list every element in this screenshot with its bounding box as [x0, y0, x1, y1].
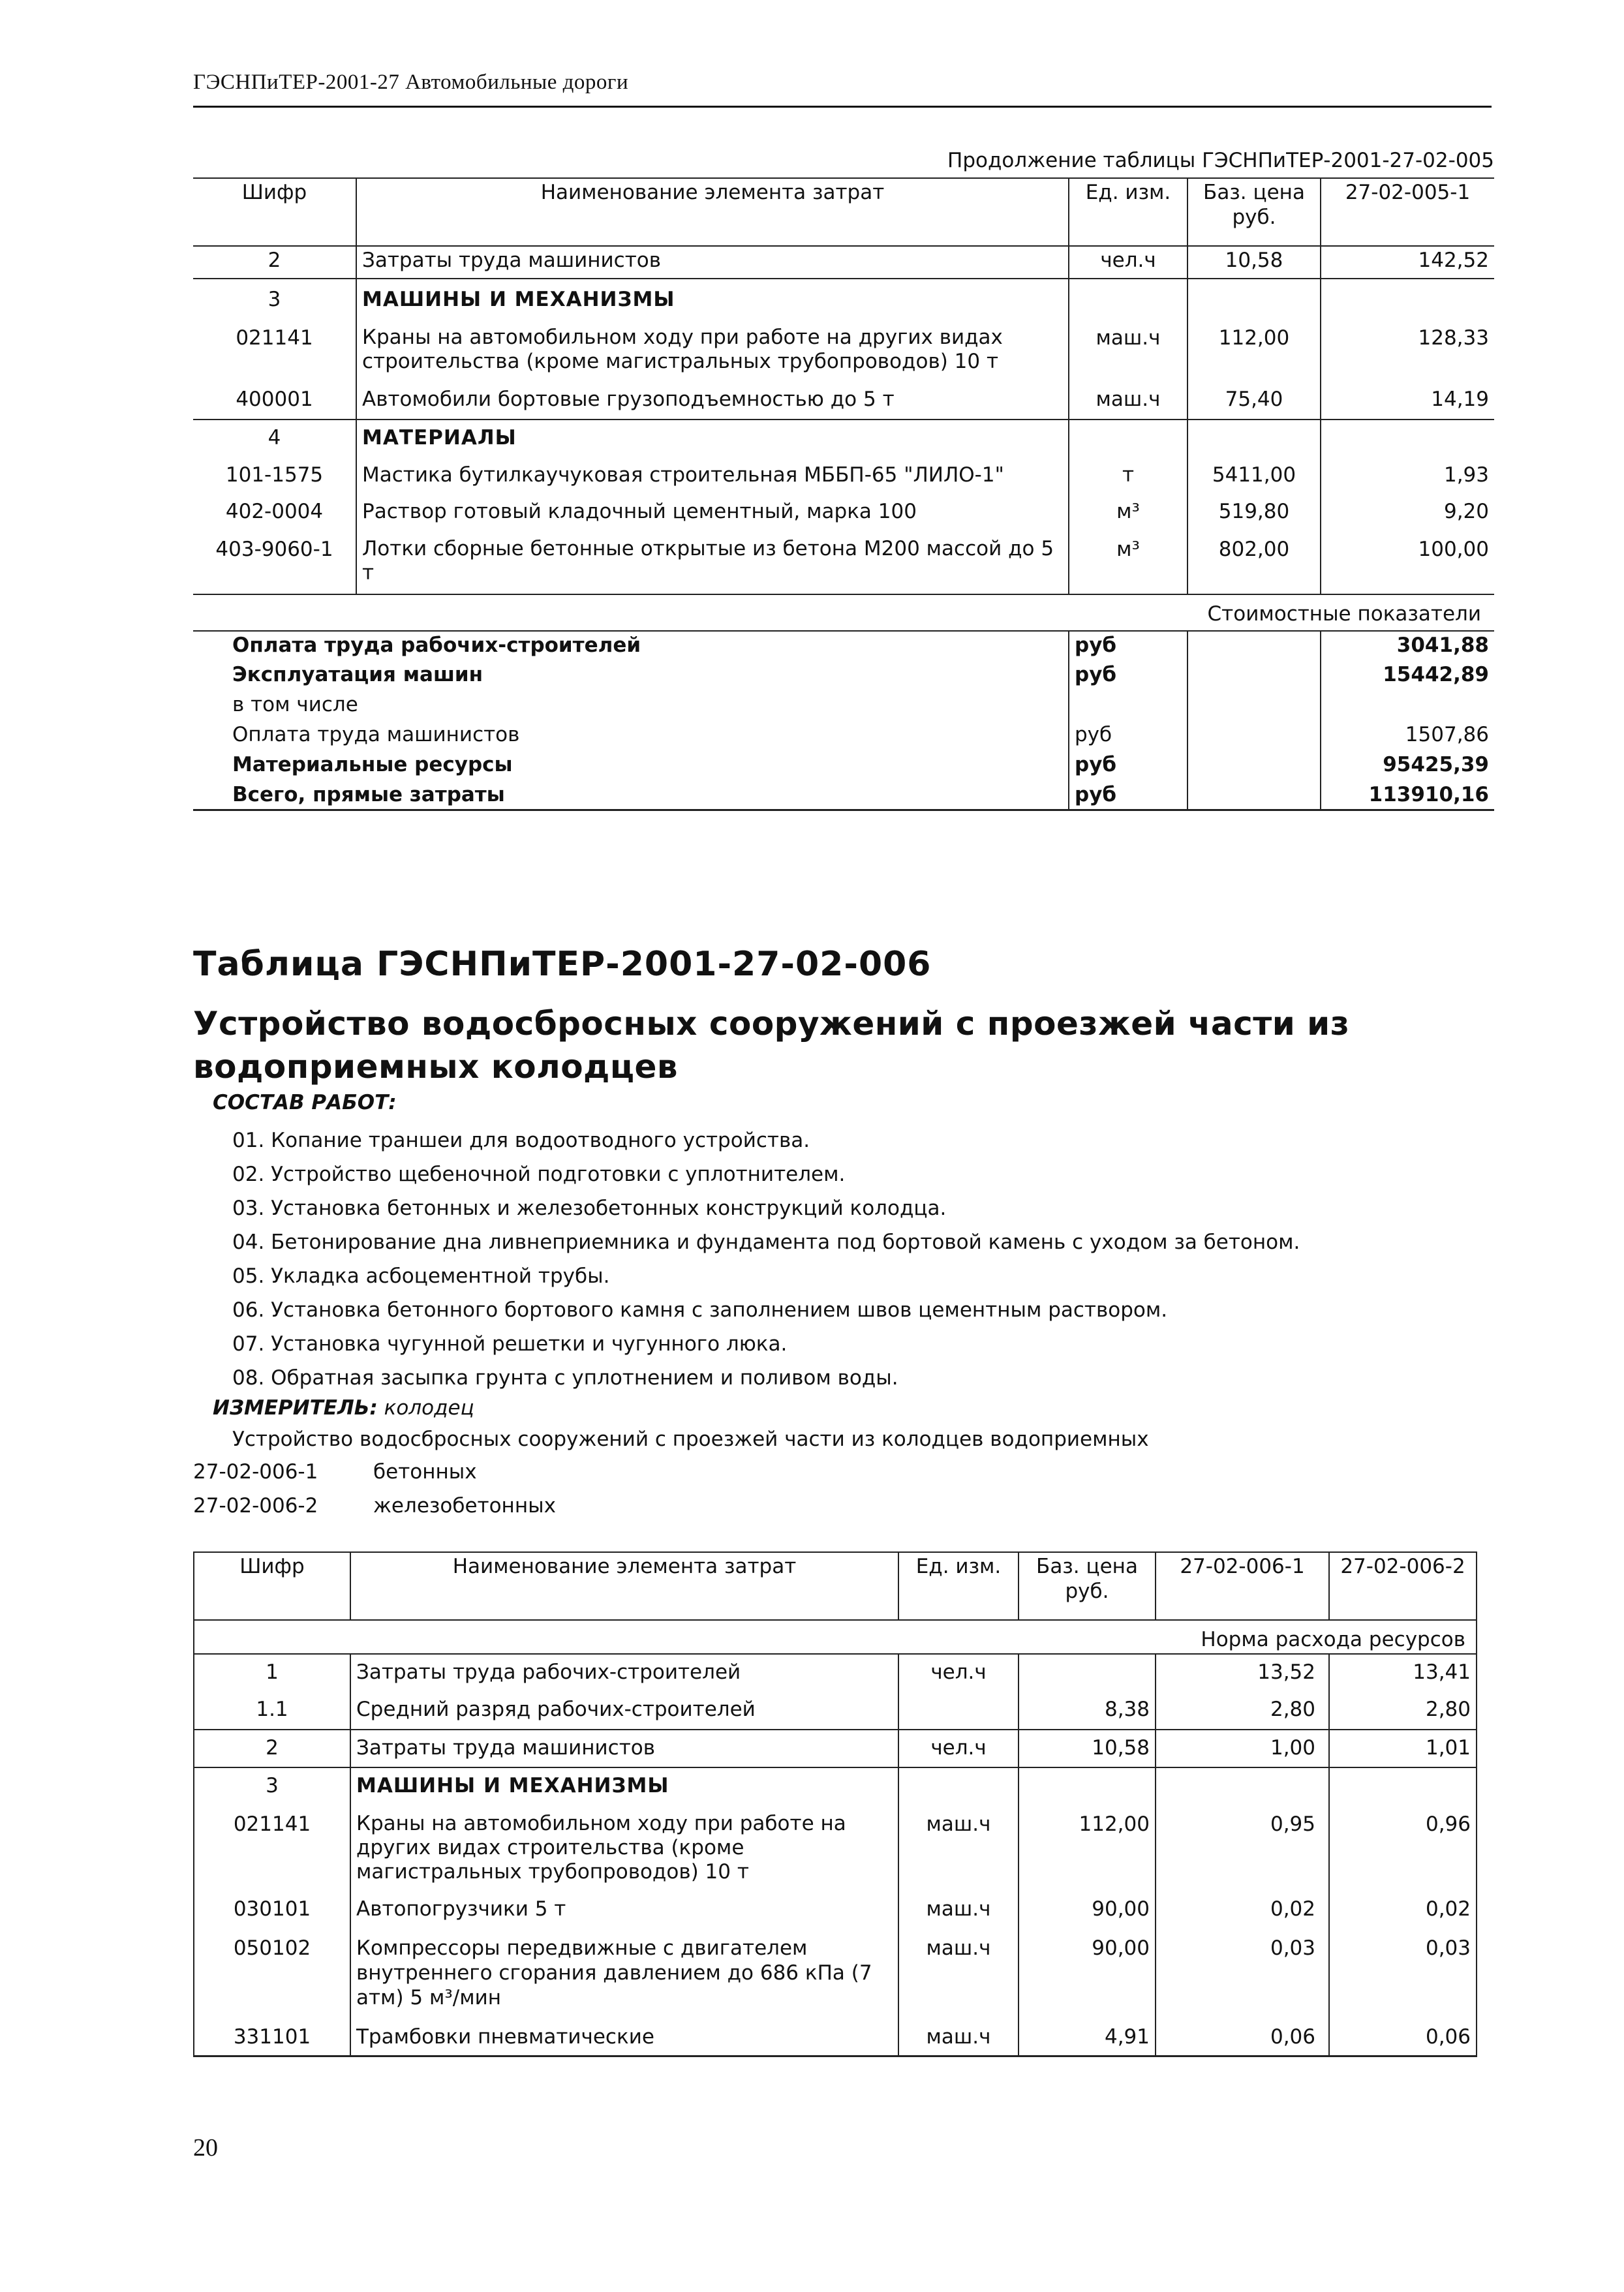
cell-unit — [898, 1767, 1019, 1803]
work-item: 06. Установка бетонного бортового камня с заполнением швов цементным раствором. — [232, 1298, 1168, 1322]
cost-value: 3041,88 — [1321, 631, 1494, 661]
meter-line — [213, 1396, 474, 1420]
cell-value: 100,00 — [1321, 532, 1494, 594]
page-header: ГЭСНПиТЕР-2001-27 Автомобильные дороги — [193, 70, 629, 94]
header-unit: Ед. изм. — [898, 1552, 1019, 1620]
table-row — [194, 1767, 1477, 1803]
work-item: 04. Бетонирование дна ливнеприемника и фундамента под бортовой камень с уходом за бетоном. — [232, 1230, 1300, 1254]
cell-value: 128,33 — [1321, 318, 1494, 380]
cell-code: 331101 — [233, 2025, 311, 2049]
variant-row — [193, 1494, 556, 1518]
cost-unit: руб — [1069, 631, 1187, 661]
table-name: Устройство водосбросных сооружений с проезжей части из водоприемных колодцев — [193, 1005, 1350, 1086]
header-price: Баз. цена руб. — [1019, 1552, 1156, 1620]
cost-empty — [1187, 661, 1321, 691]
variant-label: железобетонных — [373, 1494, 556, 1518]
cell-price: 10,58 — [1187, 246, 1321, 279]
header-unit: Ед. изм. — [1069, 178, 1187, 246]
cell-name: Затраты труда машинистов — [350, 1730, 898, 1767]
cell-unit: чел.ч — [898, 1730, 1019, 1767]
cell-price — [1187, 420, 1321, 456]
section-heading-materials: МАТЕРИАЛЫ — [356, 420, 1069, 456]
header-name: Наименование элемента затрат — [350, 1552, 898, 1620]
meter-value: колодец — [384, 1396, 474, 1420]
cell-name: Автомобили бортовые грузоподъемностью до 5 т — [356, 380, 1069, 420]
cell-unit: маш.ч — [1069, 318, 1187, 380]
cell-value-1: 0,95 — [1156, 1803, 1329, 1891]
table-continuation-caption: Продолжение таблицы ГЭСНПиТЕР-2001-27-02-005 — [947, 149, 1494, 172]
table-row — [194, 1654, 1477, 1692]
table-row — [194, 1891, 1477, 1931]
cell-unit: т — [1069, 456, 1187, 494]
cost-label: Материальные ресурсы — [232, 753, 513, 776]
cell-value-2: 0,03 — [1329, 1931, 1477, 2019]
cell-price — [1187, 279, 1321, 318]
cell-code: 030101 — [233, 1897, 311, 1921]
meter-description: Устройство водосбросных сооружений с проезжей части из колодцев водоприемных — [232, 1428, 1149, 1451]
cell-value-1: 13,52 — [1156, 1654, 1329, 1692]
cost-row — [193, 751, 1494, 781]
cell-price: 90,00 — [1019, 1891, 1156, 1931]
cell-code: 3 — [266, 1774, 279, 1797]
cell-code: 4 — [268, 426, 281, 450]
work-item: 03. Установка бетонных и железобетонных конструкций колодца. — [232, 1197, 947, 1220]
cell-price — [1019, 1654, 1156, 1692]
header-price: Баз. цена руб. — [1187, 178, 1321, 246]
cell-price: 112,00 — [1019, 1803, 1156, 1891]
cell-name: Затраты труда рабочих-строителей — [350, 1654, 898, 1692]
cost-label: Оплата труда машинистов — [232, 723, 520, 746]
table-row — [194, 1730, 1477, 1767]
cell-unit: м³ — [1069, 494, 1187, 532]
cell-code: 400001 — [236, 388, 313, 411]
variant-code: 27-02-006-2 — [193, 1494, 318, 1518]
cell-price: 112,00 — [1187, 318, 1321, 380]
work-item: 01. Копание траншеи для водоотводного устройства. — [232, 1129, 810, 1152]
cost-unit: руб — [1069, 781, 1187, 810]
cell-price: 802,00 — [1187, 532, 1321, 594]
cost-unit — [1069, 691, 1187, 721]
cell-unit — [1069, 279, 1187, 318]
cell-value-2: 2,80 — [1329, 1692, 1477, 1730]
cell-price: 10,58 — [1019, 1730, 1156, 1767]
variant-row — [193, 1460, 477, 1484]
cost-empty — [1187, 721, 1321, 751]
header-code: Шифр — [241, 181, 307, 204]
cell-value: 142,52 — [1321, 246, 1494, 279]
cell-value: 1,93 — [1321, 456, 1494, 494]
cost-label: в том числе — [232, 693, 358, 716]
table-row — [193, 279, 1494, 318]
cell-unit: маш.ч — [898, 2019, 1019, 2056]
cell-code: 021141 — [233, 1812, 311, 1836]
cell-value — [1321, 279, 1494, 318]
cell-name: Компрессоры передвижные с двигателем внутреннего сгорания давлением до 686 кПа (7 атм) 5 м³/мин — [350, 1931, 898, 2019]
cell-unit: маш.ч — [898, 1803, 1019, 1891]
cell-code: 1.1 — [256, 1698, 288, 1721]
cell-value — [1321, 420, 1494, 456]
cost-label: Всего, прямые затраты — [232, 783, 505, 806]
cell-value-1: 0,02 — [1156, 1891, 1329, 1931]
norm-header: Норма расхода ресурсов — [1201, 1628, 1465, 1651]
cell-unit: м³ — [1069, 532, 1187, 594]
cell-code: 2 — [266, 1736, 279, 1760]
cost-value: 113910,16 — [1321, 781, 1494, 810]
header-name: Наименование элемента затрат — [356, 178, 1069, 246]
table-header-row — [194, 1552, 1477, 1620]
variant-code: 27-02-006-1 — [193, 1460, 318, 1484]
cost-empty — [1187, 631, 1321, 661]
header-col-005-1: 27-02-005-1 — [1321, 178, 1494, 246]
cell-price: 5411,00 — [1187, 456, 1321, 494]
cost-indicators-header-row — [193, 594, 1494, 631]
cell-name: Затраты труда машинистов — [356, 246, 1069, 279]
cell-name: Лотки сборные бетонные открытые из бетона М200 массой до 5 т — [356, 532, 1069, 594]
norm-header-row — [194, 1620, 1477, 1654]
header-code: Шифр — [239, 1555, 305, 1578]
cost-value: 15442,89 — [1321, 661, 1494, 691]
cell-value-1: 2,80 — [1156, 1692, 1329, 1730]
header-rule — [193, 106, 1492, 108]
cost-row — [193, 661, 1494, 691]
cost-value: 95425,39 — [1321, 751, 1494, 781]
cell-value-1: 0,06 — [1156, 2019, 1329, 2056]
cell-code: 402-0004 — [225, 500, 324, 523]
cell-price: 90,00 — [1019, 1931, 1156, 2019]
variant-label: бетонных — [373, 1460, 477, 1484]
cell-unit: маш.ч — [1069, 380, 1187, 420]
table-row — [193, 456, 1494, 494]
cost-row — [193, 631, 1494, 661]
work-list — [232, 1123, 1300, 1395]
header-col-006-1: 27-02-006-1 — [1156, 1552, 1329, 1620]
cell-unit: чел.ч — [898, 1654, 1019, 1692]
work-item: 05. Укладка асбоцементной трубы. — [232, 1264, 610, 1288]
cost-empty — [1187, 751, 1321, 781]
cell-code: 403-9060-1 — [215, 538, 333, 561]
cell-unit: маш.ч — [898, 1931, 1019, 2019]
cell-name: Автопогрузчики 5 т — [350, 1891, 898, 1931]
table-row — [194, 1803, 1477, 1891]
work-composition-heading: СОСТАВ РАБОТ: — [213, 1091, 397, 1114]
cell-unit — [898, 1692, 1019, 1730]
cell-price: 519,80 — [1187, 494, 1321, 532]
cell-code: 1 — [266, 1660, 279, 1684]
table-027-02-006 — [193, 1551, 1477, 2057]
work-item: 07. Установка чугунной решетки и чугунного люка. — [232, 1332, 788, 1356]
cell-name: Раствор готовый кладочный цементный, марка 100 — [356, 494, 1069, 532]
cell-code: 2 — [268, 249, 281, 272]
cell-code: 3 — [268, 288, 281, 311]
cost-unit: руб — [1069, 721, 1187, 751]
table-row — [193, 318, 1494, 380]
cost-row — [193, 781, 1494, 810]
cost-row — [193, 721, 1494, 751]
section-heading-machines: МАШИНЫ И МЕХАНИЗМЫ — [356, 279, 1069, 318]
cell-value-2: 1,01 — [1329, 1730, 1477, 1767]
table-row — [193, 246, 1494, 279]
cell-price — [1019, 1767, 1156, 1803]
work-item: 08. Обратная засыпка грунта с уплотнением и поливом воды. — [232, 1366, 898, 1390]
cell-name: Трамбовки пневматические — [350, 2019, 898, 2056]
cell-name: Средний разряд рабочих-строителей — [350, 1692, 898, 1730]
cell-name: Краны на автомобильном ходу при работе на других видах строительства (кроме магистральных трубопроводов) 10 т — [350, 1803, 898, 1891]
cost-label: Оплата труда рабочих-строителей — [232, 634, 641, 657]
cost-empty — [1187, 691, 1321, 721]
header-col-006-2: 27-02-006-2 — [1329, 1552, 1477, 1620]
table-027-02-005-continued — [193, 177, 1494, 811]
table-row — [193, 532, 1494, 594]
cell-price: 4,91 — [1019, 2019, 1156, 2056]
cell-value-2: 0,06 — [1329, 2019, 1477, 2056]
cell-value-1: 1,00 — [1156, 1730, 1329, 1767]
table-row — [193, 494, 1494, 532]
cell-code: 050102 — [233, 1936, 311, 1960]
table-title: Таблица ГЭСНПиТЕР-2001-27-02-006 — [193, 945, 932, 984]
cell-unit: маш.ч — [898, 1891, 1019, 1931]
table-row — [193, 380, 1494, 420]
cell-value-2: 0,02 — [1329, 1891, 1477, 1931]
cell-unit — [1069, 420, 1187, 456]
table-row — [193, 420, 1494, 456]
cell-price: 8,38 — [1019, 1692, 1156, 1730]
table-row — [194, 1692, 1477, 1730]
cell-price: 75,40 — [1187, 380, 1321, 420]
cell-code: 021141 — [236, 326, 313, 350]
cost-value: 1507,86 — [1321, 721, 1494, 751]
cost-unit: руб — [1069, 661, 1187, 691]
cell-value-2: 0,96 — [1329, 1803, 1477, 1891]
table-header-row — [193, 178, 1494, 246]
cell-value: 9,20 — [1321, 494, 1494, 532]
meter-label: ИЗМЕРИТЕЛЬ: — [213, 1396, 378, 1420]
cost-row — [193, 691, 1494, 721]
cost-indicators-header: Стоимостные показатели — [1207, 602, 1481, 626]
table-row — [194, 2019, 1477, 2056]
cell-value-2: 13,41 — [1329, 1654, 1477, 1692]
cell-unit: чел.ч — [1069, 246, 1187, 279]
cell-name: Мастика бутилкаучуковая строительная МББП-65 "ЛИЛО-1" — [356, 456, 1069, 494]
cell-value-1 — [1156, 1767, 1329, 1803]
cell-value-1: 0,03 — [1156, 1931, 1329, 2019]
page-number: 20 — [193, 2134, 218, 2162]
work-item: 02. Устройство щебеночной подготовки с уплотнителем. — [232, 1163, 846, 1186]
cell-value-2 — [1329, 1767, 1477, 1803]
section-heading-machines: МАШИНЫ И МЕХАНИЗМЫ — [350, 1767, 898, 1803]
cost-label: Эксплуатация машин — [232, 663, 483, 686]
cost-empty — [1187, 781, 1321, 810]
cell-name: Краны на автомобильном ходу при работе на других видах строительства (кроме магистральных трубопроводов) 10 т — [356, 318, 1069, 380]
cell-value: 14,19 — [1321, 380, 1494, 420]
cost-value — [1321, 691, 1494, 721]
cell-code: 101-1575 — [225, 463, 324, 487]
table-row — [194, 1931, 1477, 2019]
cost-unit: руб — [1069, 751, 1187, 781]
